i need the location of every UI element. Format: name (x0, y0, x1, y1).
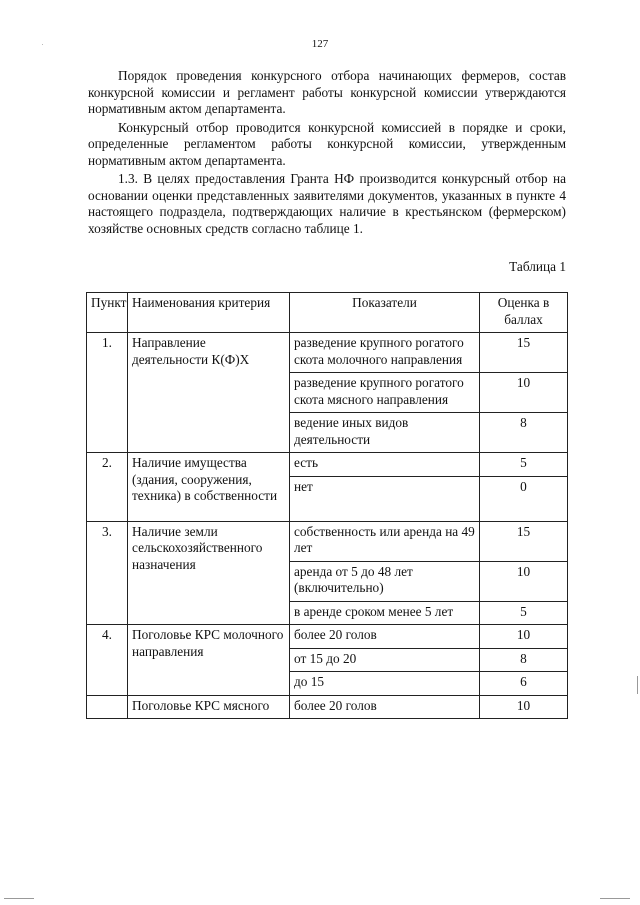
paragraph: Конкурсный отбор проводится конкурсной комиссией в порядке и сроки, определенные регламентом работы конкурсной комиссии, утвержденным нормативным актом департамента. (88, 119, 566, 168)
score: 6 (480, 672, 568, 696)
score: 10 (480, 373, 568, 413)
paragraph: Порядок проведения конкурсного отбора начинающих фермеров, состав конкурсной комиссии и регламент работы конкурсной комиссии утверждаются нормативным актом департамента. (88, 68, 566, 116)
score: 5 (480, 601, 568, 625)
indicator: собственность или аренда на 49 лет (290, 521, 480, 561)
indicator: аренда от 5 до 48 лет (включительно) (290, 561, 480, 601)
table-header-row (87, 293, 568, 333)
item-number (87, 695, 128, 719)
item-number: 4. (87, 625, 128, 696)
header-criterion: Наименования критерия (128, 293, 290, 333)
indicator: более 20 голов (290, 625, 480, 649)
item-number: 3. (87, 521, 128, 625)
indicator: до 15 (290, 672, 480, 696)
score: 0 (480, 476, 568, 521)
score: 15 (480, 521, 568, 561)
score: 8 (480, 413, 568, 453)
score: 10 (480, 625, 568, 649)
score: 15 (480, 333, 568, 373)
paragraph: 1.3. В целях предоставления Гранта НФ производится конкурсный отбор на основании оценки представленных заявителями документов, указанных в пункте 4 настоящего подраздела, подтверждающих наличие в крестьянском (фермерском) хозяйстве основных средств согласно таблице 1. (88, 171, 566, 236)
indicator: в аренде сроком менее 5 лет (290, 601, 480, 625)
criterion-name: Поголовье КРС мясного (128, 695, 290, 719)
score: 10 (480, 561, 568, 601)
criterion-name: Наличие имущества (здания, сооружения, техника) в собственности (128, 453, 290, 522)
body-text (88, 68, 566, 239)
scan-edge-mark (4, 898, 34, 899)
scan-edge-mark (42, 44, 43, 45)
score: 10 (480, 695, 568, 719)
header-score: Оценка в баллах (480, 293, 568, 333)
indicator: ведение иных видов деятельности (290, 413, 480, 453)
indicator: разведение крупного рогатого скота молочного направления (290, 333, 480, 373)
score: 8 (480, 648, 568, 672)
table-row (87, 695, 568, 719)
table-row (87, 453, 568, 477)
scan-edge-mark (637, 676, 638, 694)
indicator: нет (290, 476, 480, 521)
header-item-number: Пункт (87, 293, 128, 333)
table-row (87, 521, 568, 561)
criterion-name: Направление деятельности К(Ф)Х (128, 333, 290, 453)
score: 5 (480, 453, 568, 477)
criterion-name: Поголовье КРС молочного направления (128, 625, 290, 696)
indicator: от 15 до 20 (290, 648, 480, 672)
item-number: 2. (87, 453, 128, 522)
header-indicators: Показатели (290, 293, 480, 333)
indicator: разведение крупного рогатого скота мясного направления (290, 373, 480, 413)
scan-edge-mark (600, 898, 630, 899)
item-number: 1. (87, 333, 128, 453)
indicator: есть (290, 453, 480, 477)
indicator: более 20 голов (290, 695, 480, 719)
table-row (87, 625, 568, 649)
page-number: 127 (311, 38, 329, 50)
criteria-table (86, 292, 568, 719)
table-caption: Таблица 1 (509, 259, 566, 274)
criterion-name: Наличие земли сельскохозяйственного назначения (128, 521, 290, 625)
table-row (87, 333, 568, 373)
